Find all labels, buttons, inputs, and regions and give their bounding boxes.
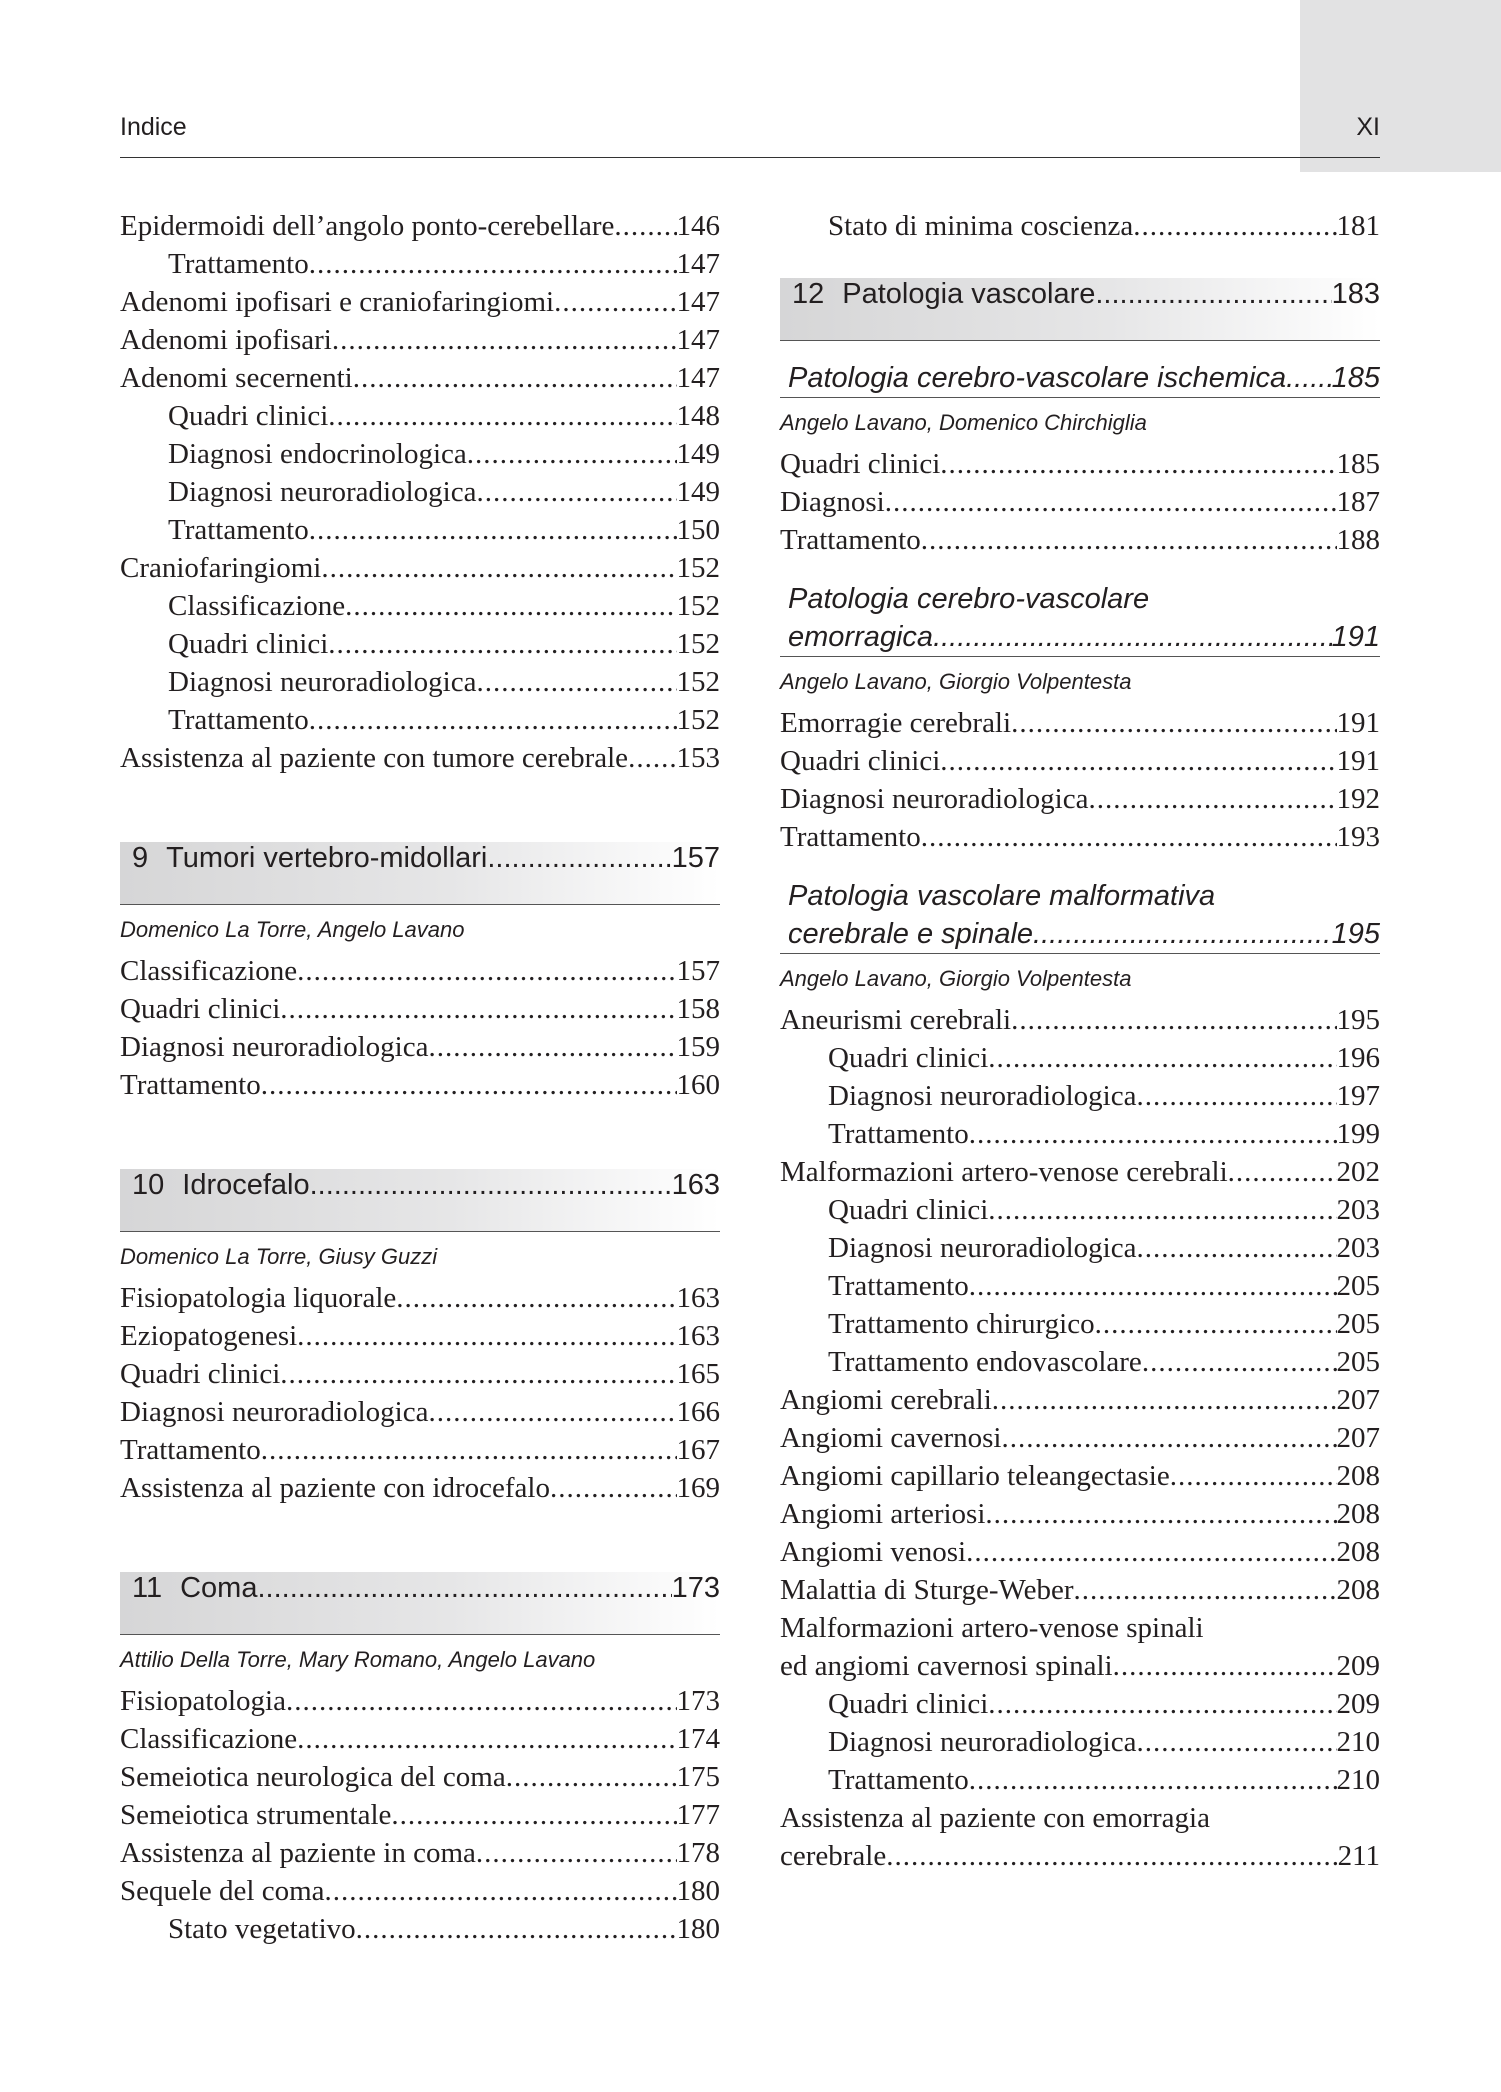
toc-entry[interactable]: Sequele del coma ..... 180 bbox=[120, 1875, 720, 1913]
toc-entry[interactable]: Diagnosi neuroradiologica ..... 197 bbox=[780, 1080, 1380, 1118]
toc-entry[interactable]: Assistenza al paziente con emorragia bbox=[780, 1802, 1210, 1834]
section-authors: Angelo Lavano, Giorgio Volpentesta bbox=[780, 669, 1132, 694]
toc-entry[interactable]: Classificazione ..... 157 bbox=[120, 955, 720, 993]
toc-entry[interactable]: Diagnosi neuroradiologica ..... 149 bbox=[120, 476, 720, 514]
toc-entry[interactable]: Quadri clinici ..... 203 bbox=[780, 1194, 1380, 1232]
toc-entry[interactable]: Trattamento ..... 160 bbox=[120, 1069, 720, 1107]
toc-entry[interactable]: Diagnosi neuroradiologica ..... 159 bbox=[120, 1031, 720, 1069]
toc-entry[interactable]: Diagnosi ..... 187 bbox=[780, 486, 1380, 524]
section-heading-emorragica[interactable]: Patologia cerebro-vascolare emorragica ..... 191 bbox=[780, 580, 1380, 657]
toc-entry[interactable]: Diagnosi neuroradiologica ..... 192 bbox=[780, 783, 1380, 821]
toc-entry[interactable]: Angiomi arteriosi ..... 208 bbox=[780, 1498, 1380, 1536]
toc-entry[interactable]: Stato di minima coscienza ..... 181 bbox=[780, 210, 1380, 248]
toc-entry[interactable]: Angiomi cerebrali ..... 207 bbox=[780, 1384, 1380, 1422]
toc-entry[interactable]: Trattamento ..... 147 bbox=[120, 248, 720, 286]
toc-entry[interactable]: Assistenza al paziente con tumore cerebrale ..... 153 bbox=[120, 742, 720, 780]
toc-entry[interactable]: Quadri clinici ..... 209 bbox=[780, 1688, 1380, 1726]
toc-entry[interactable]: Craniofaringiomi ..... 152 bbox=[120, 552, 720, 590]
toc-entry[interactable]: Diagnosi neuroradiologica ..... 166 bbox=[120, 1396, 720, 1434]
toc-entry[interactable]: Fisiopatologia liquorale ..... 163 bbox=[120, 1282, 720, 1320]
toc-entry[interactable]: Stato vegetativo ..... 180 bbox=[120, 1913, 720, 1951]
toc-entry[interactable]: Aneurismi cerebrali ..... 195 bbox=[780, 1004, 1380, 1042]
toc-entry[interactable]: Angiomi capillario teleangectasie ..... 208 bbox=[780, 1460, 1380, 1498]
toc-entry[interactable]: Classificazione ..... 174 bbox=[120, 1723, 720, 1761]
chapter-authors: Domenico La Torre, Angelo Lavano bbox=[120, 917, 465, 942]
toc-entry[interactable]: Quadri clinici ..... 158 bbox=[120, 993, 720, 1031]
toc-entry[interactable]: Quadri clinici ..... 196 bbox=[780, 1042, 1380, 1080]
toc-entry[interactable]: Assistenza al paziente con idrocefalo ..... 169 bbox=[120, 1472, 720, 1510]
section-authors: Angelo Lavano, Domenico Chirchiglia bbox=[780, 410, 1147, 435]
chapter-heading-11[interactable]: 11 Coma ..... 173 bbox=[120, 1572, 720, 1635]
toc-entry[interactable]: Trattamento ..... 167 bbox=[120, 1434, 720, 1472]
toc-entry[interactable]: Diagnosi neuroradiologica ..... 210 bbox=[780, 1726, 1380, 1764]
toc-entry[interactable]: Trattamento ..... 210 bbox=[780, 1764, 1380, 1802]
toc-right-column bbox=[780, 210, 1380, 1878]
toc-entry[interactable]: Trattamento chirurgico ..... 205 bbox=[780, 1308, 1380, 1346]
toc-entry[interactable]: Diagnosi neuroradiologica ..... 203 bbox=[780, 1232, 1380, 1270]
toc-entry[interactable]: Trattamento ..... 150 bbox=[120, 514, 720, 552]
corner-tab bbox=[1300, 0, 1501, 172]
toc-entry[interactable]: Malattia di Sturge-Weber ..... 208 bbox=[780, 1574, 1380, 1612]
toc-left-column bbox=[120, 210, 720, 1951]
toc-entry[interactable]: Angiomi cavernosi ..... 207 bbox=[780, 1422, 1380, 1460]
chapter-authors: Attilio Della Torre, Mary Romano, Angelo Lavano bbox=[120, 1647, 596, 1672]
section-heading-malformativa[interactable]: Patologia vascolare malformativa cerebrale e spinale ..... 195 bbox=[780, 877, 1380, 954]
toc-entry[interactable]: Fisiopatologia ..... 173 bbox=[120, 1685, 720, 1723]
toc-entry[interactable]: Malformazioni artero-venose spinali bbox=[780, 1612, 1204, 1644]
toc-entry[interactable]: Quadri clinici ..... 191 bbox=[780, 745, 1380, 783]
chapter-heading-9[interactable]: 9 Tumori vertebro-midollari ..... 157 bbox=[120, 842, 720, 905]
toc-entry[interactable]: Diagnosi neuroradiologica ..... 152 bbox=[120, 666, 720, 704]
toc-entry[interactable]: Emorragie cerebrali ..... 191 bbox=[780, 707, 1380, 745]
toc-entry[interactable]: Malformazioni artero-venose cerebrali ..... 202 bbox=[780, 1156, 1380, 1194]
toc-entry[interactable]: Trattamento ..... 199 bbox=[780, 1118, 1380, 1156]
chapter-heading-12[interactable]: 12 Patologia vascolare ..... 183 bbox=[780, 278, 1380, 341]
toc-entry[interactable]: Trattamento ..... 193 bbox=[780, 821, 1380, 859]
toc-entry[interactable]: Adenomi ipofisari ..... 147 bbox=[120, 324, 720, 362]
toc-entry[interactable]: Trattamento endovascolare ..... 205 bbox=[780, 1346, 1380, 1384]
toc-entry[interactable]: ed angiomi cavernosi spinali ..... 209 bbox=[780, 1650, 1380, 1688]
toc-entry[interactable]: Quadri clinici ..... 152 bbox=[120, 628, 720, 666]
running-header-title: Indice bbox=[120, 113, 187, 141]
toc-entry[interactable]: Trattamento ..... 188 bbox=[780, 524, 1380, 562]
toc-entry[interactable]: Angiomi venosi ..... 208 bbox=[780, 1536, 1380, 1574]
toc-entry[interactable]: Assistenza al paziente in coma ..... 178 bbox=[120, 1837, 720, 1875]
header-rule bbox=[120, 157, 1380, 158]
toc-entry[interactable]: Adenomi secernenti ..... 147 bbox=[120, 362, 720, 400]
toc-entry[interactable]: Semeiotica neurologica del coma ..... 175 bbox=[120, 1761, 720, 1799]
toc-entry[interactable]: Quadri clinici ..... 165 bbox=[120, 1358, 720, 1396]
page-number: XI bbox=[1356, 113, 1380, 141]
chapter-heading-10[interactable]: 10 Idrocefalo ..... 163 bbox=[120, 1169, 720, 1232]
toc-entry[interactable]: Trattamento ..... 205 bbox=[780, 1270, 1380, 1308]
chapter-authors: Domenico La Torre, Giusy Guzzi bbox=[120, 1244, 438, 1269]
toc-entry[interactable]: Trattamento ..... 152 bbox=[120, 704, 720, 742]
section-heading-ischemica[interactable]: Patologia cerebro-vascolare ischemica ..... 185 bbox=[780, 359, 1380, 398]
toc-entry[interactable]: Quadri clinici ..... 185 bbox=[780, 448, 1380, 486]
toc-entry[interactable]: Classificazione ..... 152 bbox=[120, 590, 720, 628]
toc-entry[interactable]: Semeiotica strumentale ..... 177 bbox=[120, 1799, 720, 1837]
section-authors: Angelo Lavano, Giorgio Volpentesta bbox=[780, 966, 1132, 991]
toc-entry[interactable]: Epidermoidi dell’angolo ponto-cerebellare ..... 146 bbox=[120, 210, 720, 248]
toc-entry[interactable]: cerebrale ..... 211 bbox=[780, 1840, 1380, 1878]
toc-entry[interactable]: Adenomi ipofisari e craniofaringiomi ..... 147 bbox=[120, 286, 720, 324]
toc-entry[interactable]: Eziopatogenesi ..... 163 bbox=[120, 1320, 720, 1358]
toc-entry[interactable]: Diagnosi endocrinologica ..... 149 bbox=[120, 438, 720, 476]
toc-entry[interactable]: Quadri clinici ..... 148 bbox=[120, 400, 720, 438]
